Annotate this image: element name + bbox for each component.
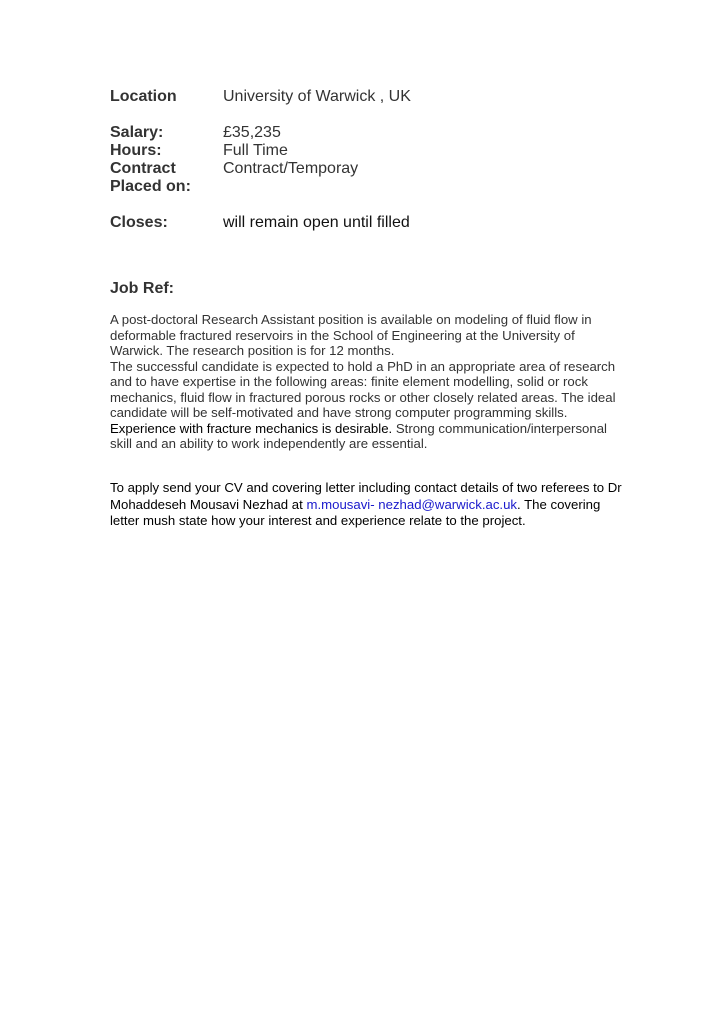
description-paragraph-2 (110, 359, 620, 452)
closes-value: will remain open until filled (223, 214, 410, 231)
job-description (110, 312, 620, 452)
contract-value: Contract/Temporay (223, 160, 359, 177)
hours-value: Full Time (223, 142, 288, 159)
salary-value: £35,235 (223, 124, 281, 141)
application-instructions (110, 480, 625, 530)
description-requirements-text: The successful candidate is expected to hold a PhD in an appropriate area of research and to have expertise in the following areas: finite element modelling, solid or rock mechanics, fluid flow in fractured porous rocks or other closely related areas. The ideal candidate will be self-motivated and have strong computer programming skills. (110, 358, 616, 420)
contact-email-link[interactable]: m.mousavi- nezhad@warwick.ac.uk (306, 496, 518, 512)
placed-on-label: Placed on: (110, 178, 191, 195)
apply-text-end: . The covering letter mush state how your interest and experience relate to the project. (110, 496, 601, 528)
description-highlight-text: Experience with fracture mechanics is desirable. (110, 420, 393, 436)
contract-label: Contract (110, 160, 176, 177)
description-closing-text: Strong communication/interpersonal skill and an ability to work independently are essential. (110, 420, 607, 451)
closes-label: Closes: (110, 214, 168, 231)
location-label: Location (110, 88, 177, 105)
description-paragraph-1: A post-doctoral Research Assistant position is available on modeling of fluid flow in deformable fractured reservoirs in the School of Engineering at the University of Warwick. The research position is for 12 months. (110, 312, 592, 358)
job-ref-label: Job Ref: (110, 280, 174, 297)
location-value: University of Warwick , UK (223, 88, 411, 105)
apply-text-start: To apply send your CV and covering letter including contact details of two referees to Dr Mohaddeseh Mousavi Nezhad at (110, 480, 622, 512)
hours-label: Hours: (110, 142, 162, 159)
salary-label: Salary: (110, 124, 164, 141)
